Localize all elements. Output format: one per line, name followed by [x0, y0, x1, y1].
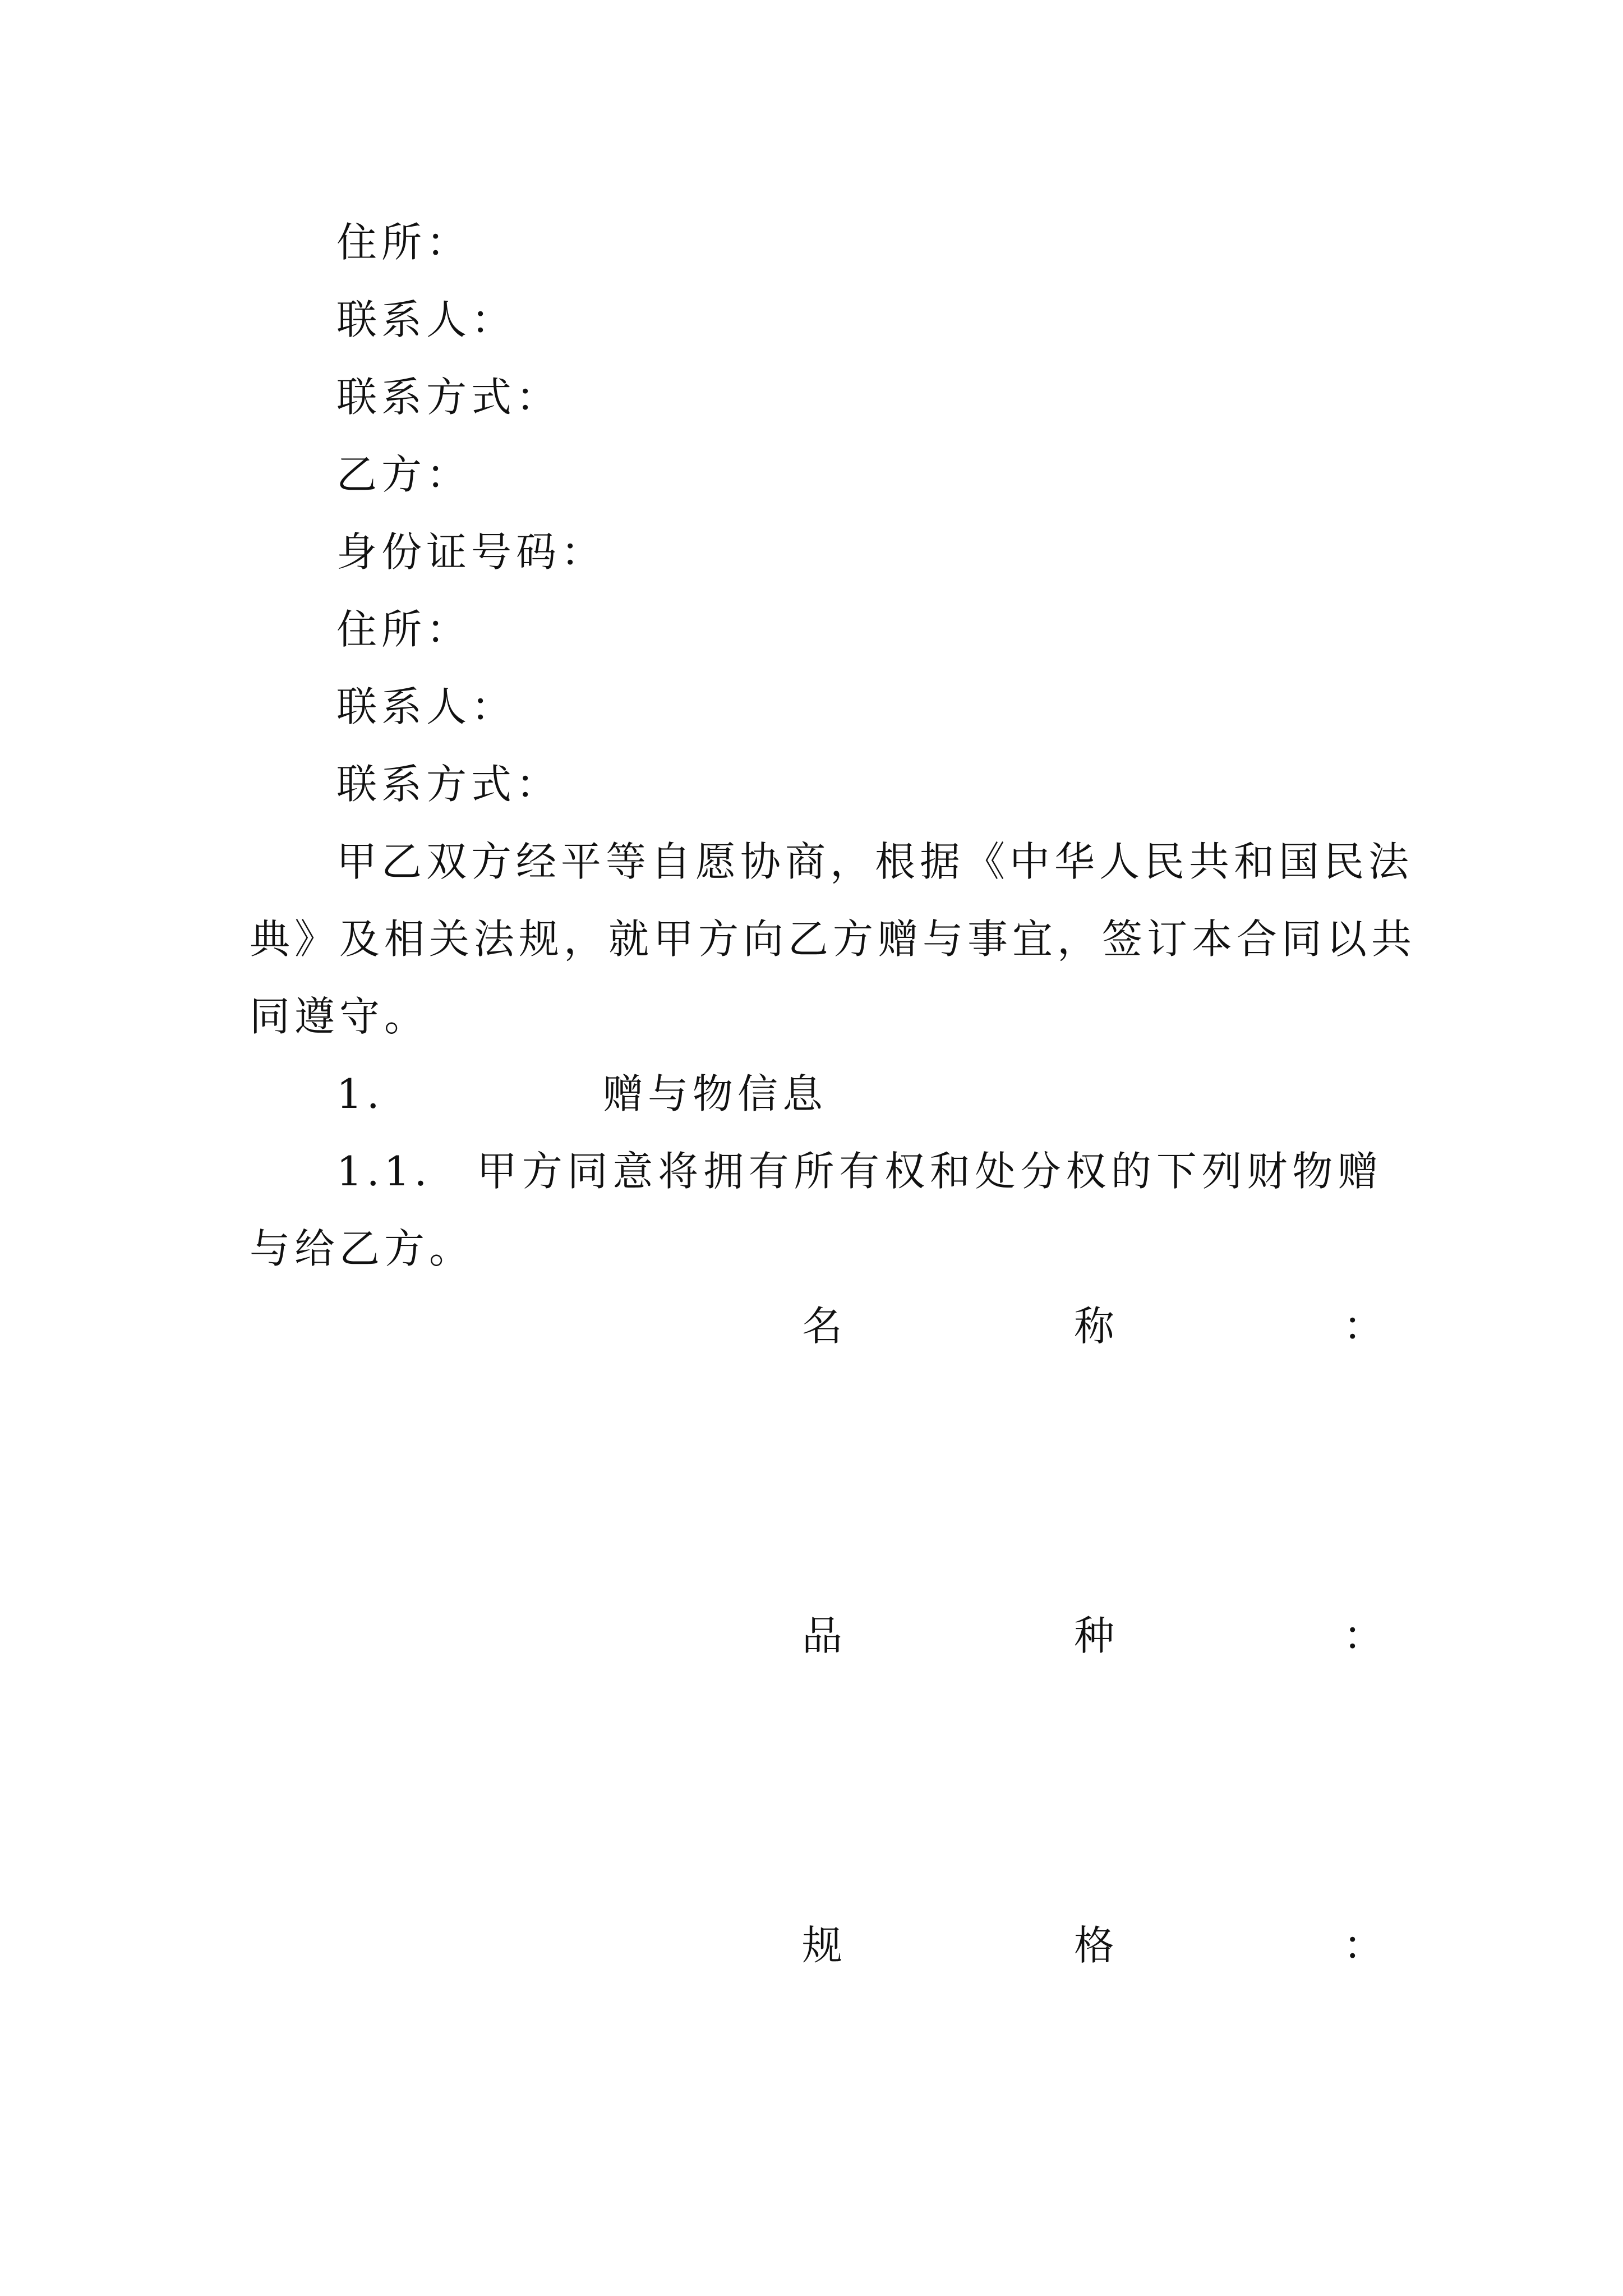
- preamble-line-3: 同遵守。: [250, 993, 430, 1040]
- field-variety-char-1: 品: [802, 1612, 843, 1659]
- preamble-line-1: 甲乙双方经平等自愿协商，根据《中华人民共和国民法: [336, 838, 1414, 885]
- preamble-line-2: 典》及相关法规，就甲方向乙方赠与事宜，签订本合同以共: [250, 915, 1417, 963]
- party-b-id-label: 身份证号码：: [336, 528, 606, 576]
- party-a-contact-method-label: 联系方式：: [336, 374, 561, 421]
- field-spec-char-2: 格: [1074, 1922, 1115, 1969]
- field-spec-colon: ：: [1343, 1922, 1384, 1969]
- party-b-address-label: 住所：: [336, 606, 472, 653]
- field-name-char-1: 名: [802, 1303, 843, 1350]
- clause-1-1-line-2: 与给乙方。: [250, 1225, 474, 1272]
- party-b-contact-label: 联系人：: [336, 683, 517, 730]
- field-name-colon: ：: [1343, 1303, 1384, 1350]
- field-name-char-2: 称: [1074, 1303, 1115, 1350]
- field-variety-colon: ：: [1343, 1612, 1384, 1659]
- party-b-label: 乙方：: [336, 451, 472, 498]
- party-a-contact-label: 联系人：: [336, 296, 517, 343]
- party-a-address-label: 住所：: [336, 219, 472, 266]
- party-b-contact-method-label: 联系方式：: [336, 761, 561, 808]
- field-spec-char-1: 规: [802, 1922, 843, 1969]
- clause-1-1-number: 1.1.: [336, 1148, 432, 1195]
- section-1-number: 1.: [336, 1070, 384, 1117]
- section-1-title: 赠与物信息: [603, 1070, 828, 1117]
- field-variety-char-2: 种: [1074, 1612, 1115, 1659]
- clause-1-1-line-1: 甲方同意将拥有所有权和处分权的下列财物赠: [477, 1148, 1382, 1195]
